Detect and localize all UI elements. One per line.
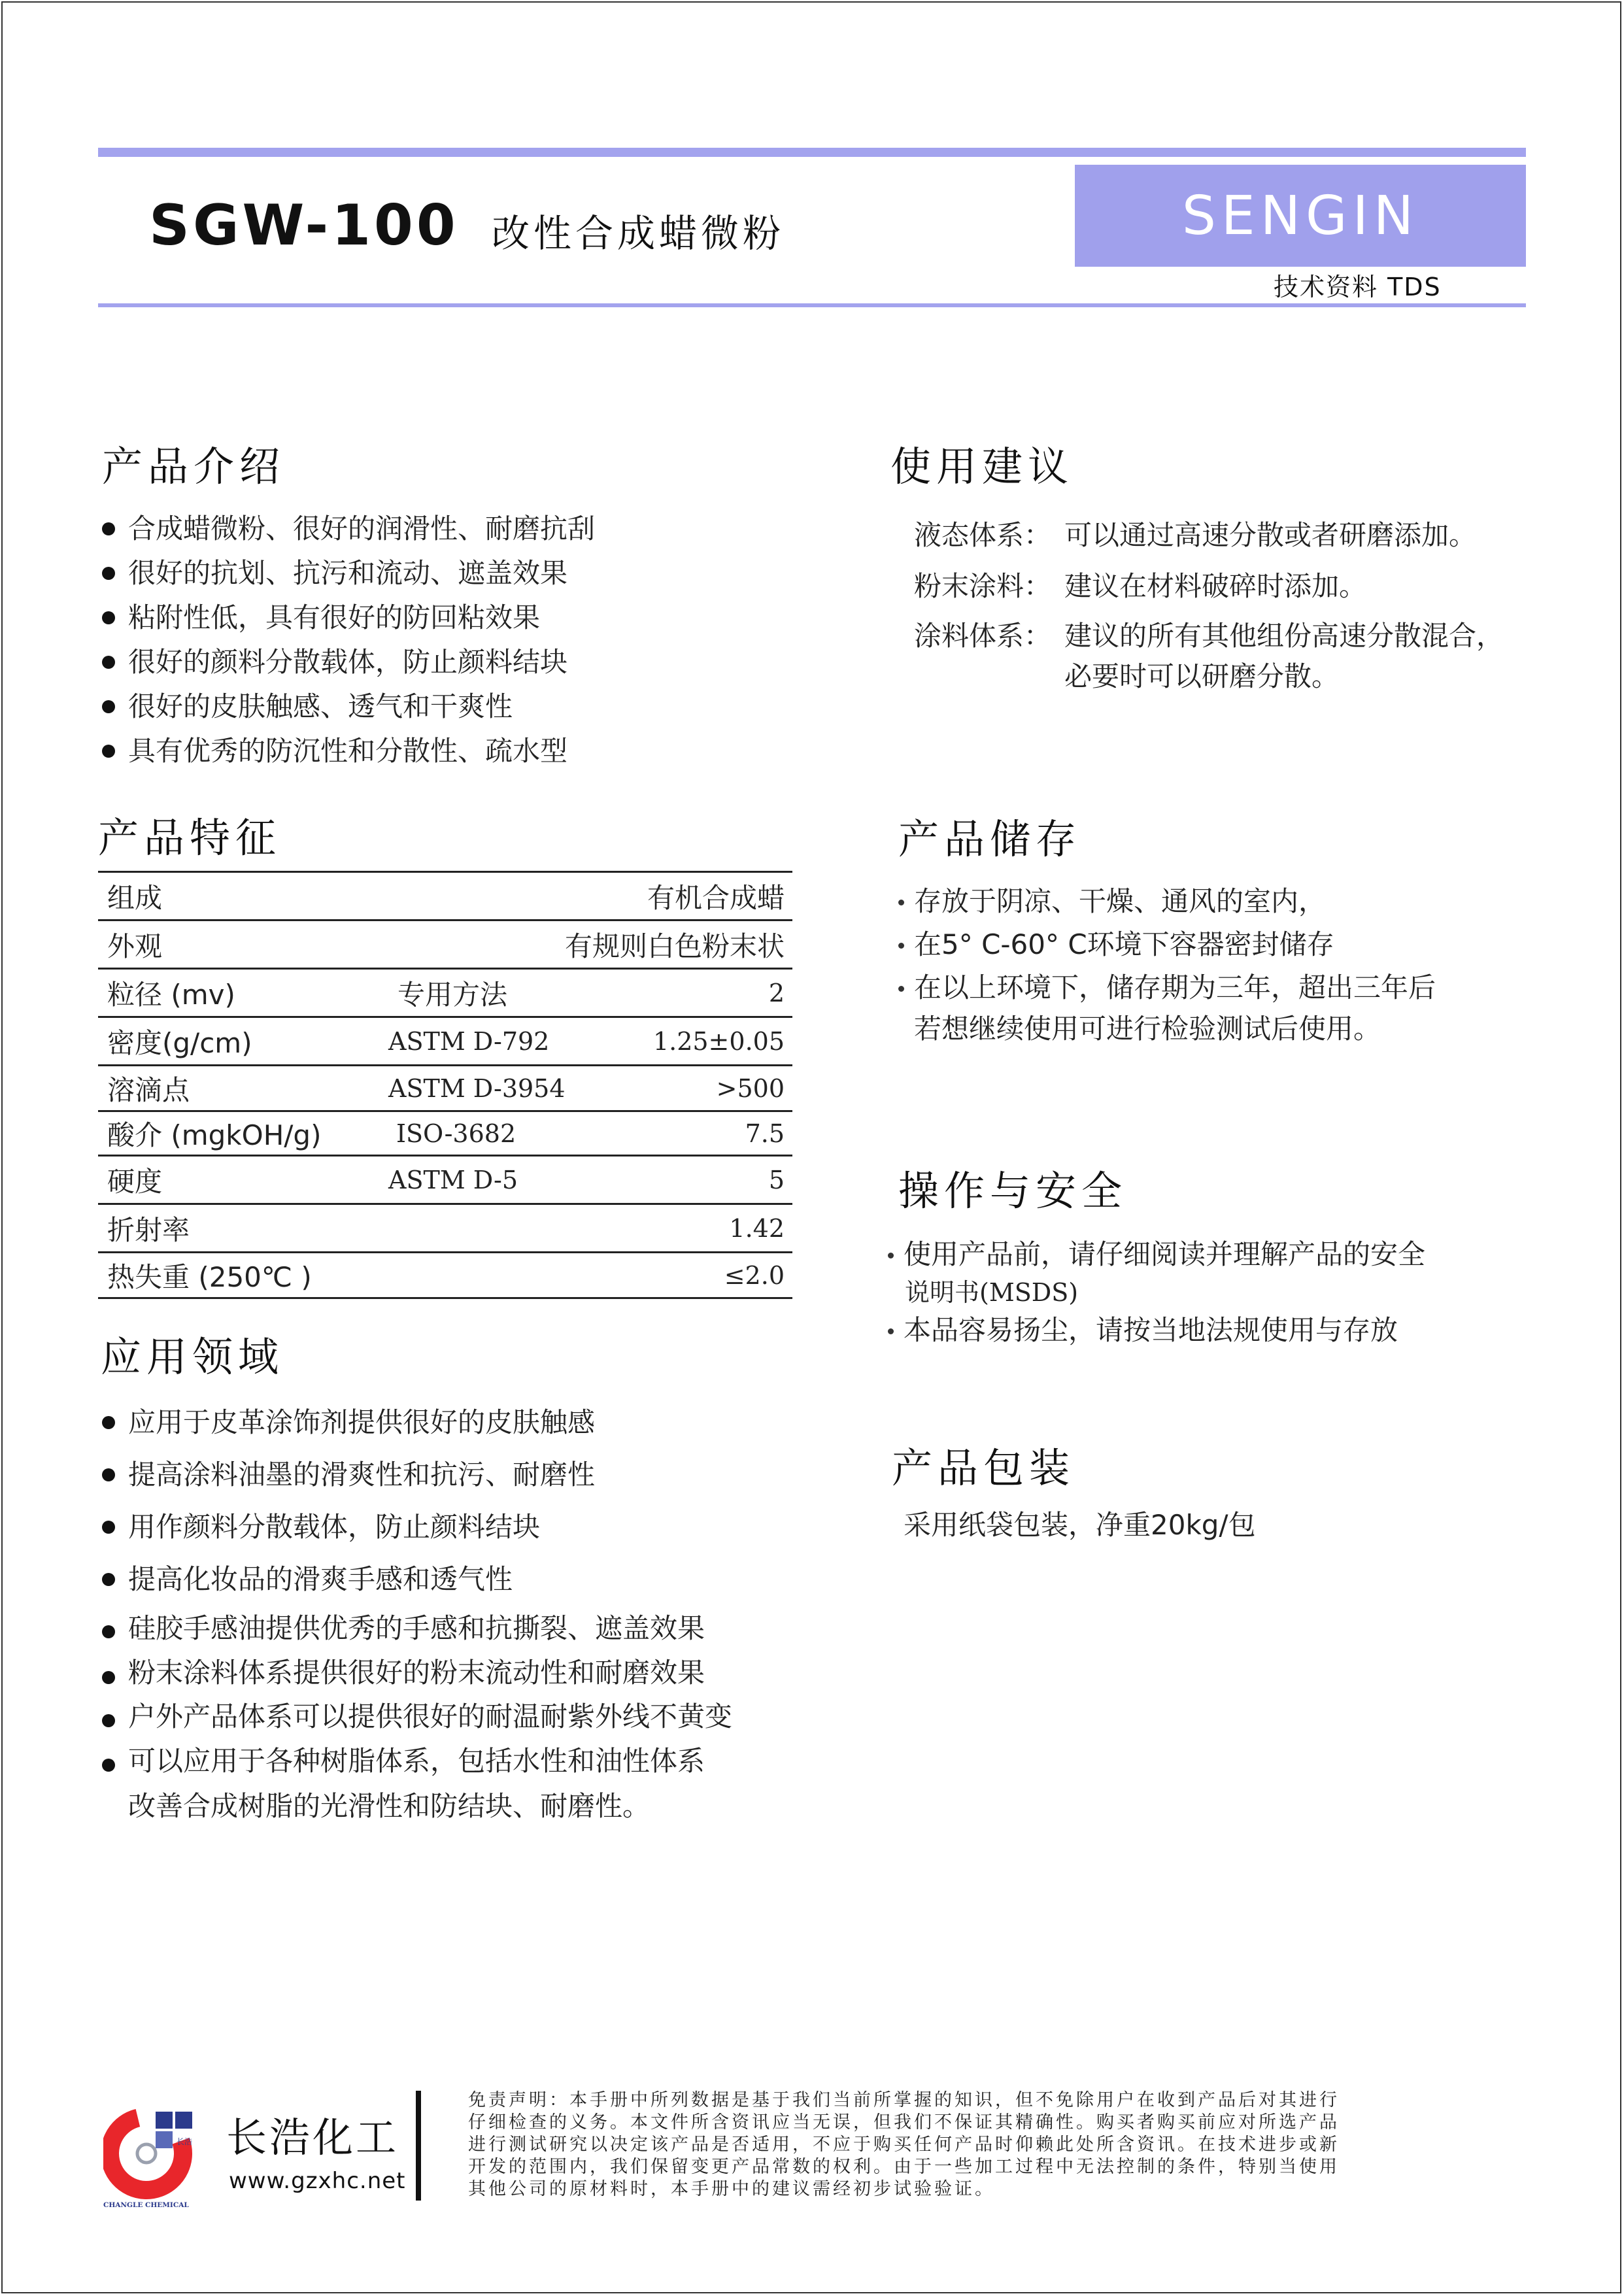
applications-list [102, 1396, 732, 1829]
usage-title: 使用建议 [890, 443, 1074, 490]
safety-title: 操作与安全 [898, 1167, 1128, 1215]
usage-text: 建议的所有其他组份高速分散混合， [1064, 620, 1504, 652]
company-url: www.gzxhc.net [229, 2168, 406, 2194]
header-bottom-rule [98, 303, 1526, 307]
company-logo [103, 2100, 201, 2211]
table-row [98, 921, 792, 970]
storage-title: 产品储存 [898, 815, 1082, 863]
safety-msds-text: 说明书(MSDS) [905, 1278, 1079, 1307]
spec-name: 粒径 (mv) [107, 978, 235, 1011]
logo-center [137, 2144, 156, 2163]
table-row [98, 1253, 792, 1299]
usage-label: 液态体系： [914, 519, 1052, 551]
usage-row [914, 656, 1504, 697]
application-item: 提高化妆品的滑爽手感和透气性 [102, 1553, 732, 1606]
brand-box [1075, 165, 1526, 267]
logo-caption: CHANGLE CHEMICAL [103, 2201, 189, 2209]
spec-value: 1.25±0.05 [652, 1026, 785, 1056]
product-code: SGW-100 [149, 193, 459, 258]
storage-list [897, 880, 1436, 1049]
storage-item: 存放于阴凉、干燥、通风的室内， [897, 880, 1436, 923]
storage-item: 在以上环境下，储存期为三年，超出三年后 [897, 966, 1436, 1009]
application-item: 粉末涂料体系提供很好的粉末流动性和耐磨效果 [102, 1651, 732, 1695]
spec-value: 2 [768, 978, 785, 1007]
features-title: 产品特征 [98, 814, 282, 862]
application-item: 提高涂料油墨的滑爽性和抗污、耐磨性 [102, 1449, 732, 1501]
application-item-continuation: 改善合成树脂的光滑性和防结块、耐磨性。 [128, 1790, 651, 1822]
brand-name: SENGIN [1181, 184, 1419, 247]
table-row [98, 873, 792, 921]
intro-item: 具有优秀的防沉性和分散性、疏水型 [102, 729, 595, 773]
packaging-text: 采用纸袋包装，净重20kg/包 [904, 1509, 1256, 1541]
spec-method: ASTM D-5 [388, 1165, 518, 1194]
spec-name: 热失重 (250℃ ) [107, 1260, 312, 1293]
usage-label [914, 656, 1064, 697]
logo-square [156, 2112, 173, 2129]
intro-item: 很好的抗划、抗污和流动、遮盖效果 [102, 551, 595, 596]
safety-item: 本品容易扬尘，请按当地法规使用与存放 [887, 1311, 1425, 1349]
spec-method: ASTM D-3954 [388, 1073, 566, 1103]
table-row [98, 1112, 792, 1156]
spec-name: 酸介 (mgkOH/g) [107, 1119, 322, 1151]
spec-value: 有机合成蜡 [647, 881, 785, 914]
spec-method: ISO-3682 [396, 1119, 516, 1148]
intro-item: 很好的颜料分散载体，防止颜料结块 [102, 640, 595, 684]
spec-value: 1.42 [729, 1213, 785, 1243]
spec-value: 7.5 [745, 1119, 785, 1148]
spec-value: ≤2.0 [724, 1260, 785, 1290]
product-name: 改性合成蜡微粉 [492, 211, 785, 256]
usage-text: 必要时可以研磨分散。 [1064, 660, 1340, 692]
disclaimer-line: 进行测试研究以决定该产品是否适用，不应于购买任何产品时仰赖此处所含资讯。在技术进步或新 [468, 2135, 1340, 2155]
spec-name: 溶滴点 [107, 1073, 190, 1106]
application-item: 用作颜料分散载体，防止颜料结块 [102, 1501, 732, 1553]
logo-mark-text: 长浩 [177, 2137, 193, 2146]
intro-item: 合成蜡微粉、很好的润滑性、耐磨抗刮 [102, 507, 595, 551]
company-name: 长浩化工 [226, 2114, 399, 2161]
spec-name: 组成 [107, 881, 163, 914]
usage-row [914, 561, 1504, 612]
document-type-label: 技术资料 TDS [1274, 273, 1442, 301]
logo-square [175, 2112, 192, 2129]
usage-row [914, 510, 1504, 561]
disclaimer-line: 开发的范围内，我们保留变更产品常数的权利。由于一些加工过程中无法控制的条件，特别当使用 [468, 2157, 1340, 2177]
disclaimer-line: 免责声明：本手册中所列数据是基于我们当前所掌握的知识，但不免除用户在收到产品后对其进行 [468, 2090, 1340, 2110]
intro-item: 粘附性低，具有很好的防回粘效果 [102, 596, 595, 640]
logo-square [156, 2131, 173, 2148]
intro-title: 产品介绍 [102, 443, 286, 490]
usage-row [914, 616, 1504, 656]
safety-list [887, 1236, 1425, 1349]
spec-method: 专用方法 [398, 978, 508, 1011]
table-row [98, 970, 792, 1018]
spec-value: 有规则白色粉末状 [564, 930, 785, 962]
spec-name: 外观 [107, 930, 163, 962]
application-item: 户外产品体系可以提供很好的耐温耐紫外线不黄变 [102, 1695, 732, 1739]
usage-label: 粉末涂料： [914, 570, 1052, 602]
header-top-rule [98, 148, 1526, 157]
table-row [98, 1066, 792, 1112]
table-row [98, 1205, 792, 1253]
spec-name: 密度(g/cm) [107, 1026, 252, 1059]
disclaimer-line: 仔细检查的义务。本文件所含资讯应当无误，但我们不保证其精确性。购买者购买前应对所选产品 [468, 2112, 1340, 2133]
spec-name: 硬度 [107, 1165, 163, 1198]
safety-item-continuation [887, 1274, 1425, 1311]
packaging-title: 产品包装 [892, 1444, 1075, 1492]
spec-table [98, 871, 792, 1299]
disclaimer-line: 其他公司的原材料时，本手册中的建议需经初步试验验证。 [468, 2179, 995, 2199]
application-item: 硅胶手感油提供优秀的手感和抗撕裂、遮盖效果 [102, 1606, 732, 1651]
intro-list [102, 507, 595, 773]
usage-text: 建议在材料破碎时添加。 [1064, 570, 1367, 602]
intro-item: 很好的皮肤触感、透气和干爽性 [102, 684, 595, 729]
spec-value: 5 [768, 1165, 785, 1194]
applications-title: 应用领域 [101, 1333, 284, 1381]
safety-item: 使用产品前，请仔细阅读并理解产品的安全 [887, 1236, 1425, 1274]
disclaimer [468, 2089, 1495, 2201]
spec-method: ASTM D-792 [388, 1026, 550, 1056]
table-row [98, 1156, 792, 1205]
storage-item-continuation: 若想继续使用可进行检验测试后使用。 [914, 1013, 1381, 1045]
spec-name: 折射率 [107, 1213, 190, 1246]
table-row [98, 1018, 792, 1066]
application-item: 可以应用于各种树脂体系，包括水性和油性体系 [102, 1739, 732, 1783]
footer-divider [416, 2091, 421, 2201]
application-item: 应用于皮革涂饰剂提供很好的皮肤触感 [102, 1396, 732, 1449]
usage-list [914, 510, 1504, 697]
usage-text: 可以通过高速分散或者研磨添加。 [1064, 519, 1477, 551]
usage-label: 涂料体系： [914, 620, 1052, 652]
storage-item: 在5° C-60° C环境下容器密封储存 [897, 923, 1436, 966]
spec-value: >500 [716, 1073, 785, 1103]
